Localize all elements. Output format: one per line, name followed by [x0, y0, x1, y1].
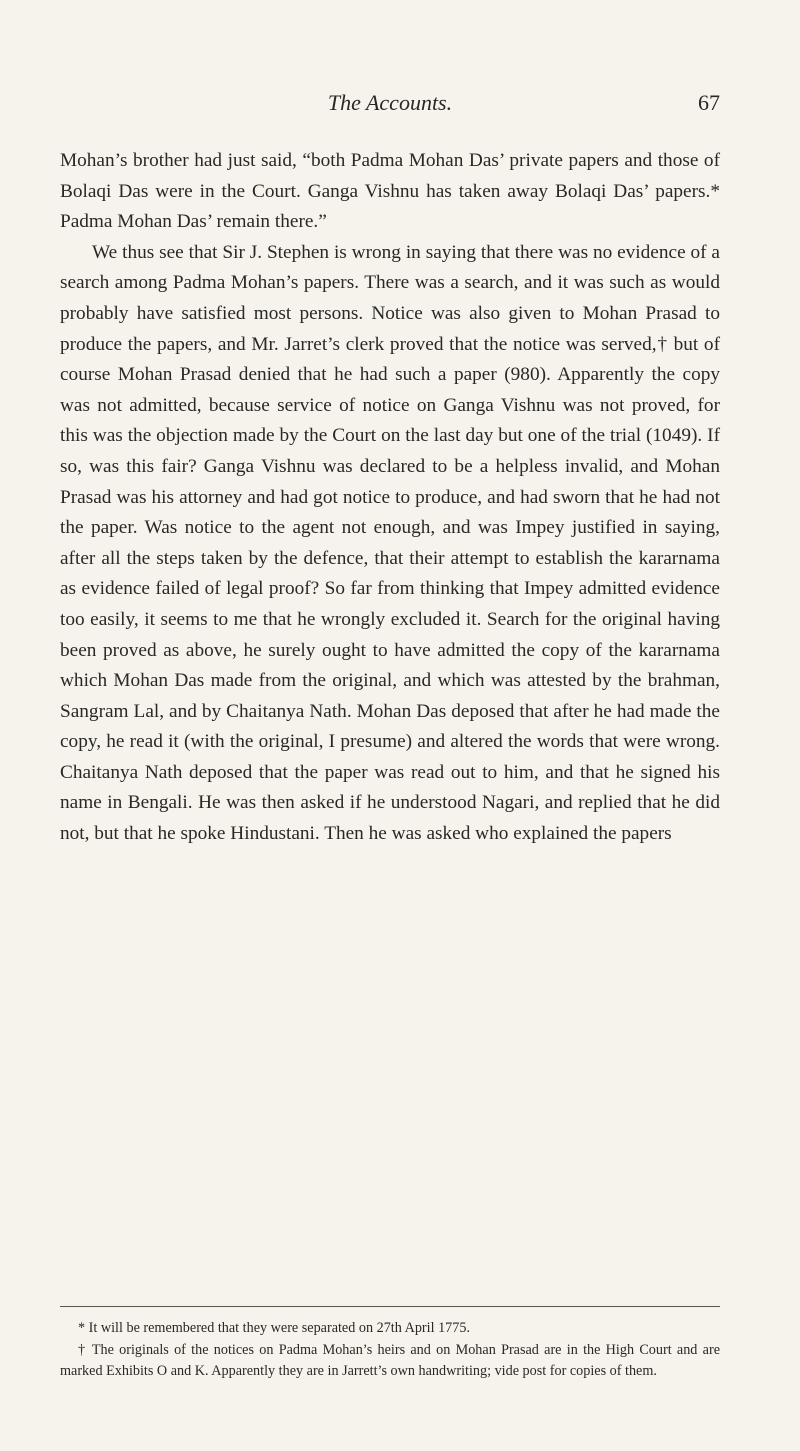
footnote-rule [60, 1306, 720, 1307]
page-number: 67 [698, 90, 720, 115]
footnote-2: † The originals of the notices on Padma Mohan’s heirs and on Mohan Prasad are in the High Court and are marked Exhibits O and K. Apparently they are in Jarrett’s own handwriting; vide post for copies of them. [60, 1341, 720, 1379]
footnote-1: * It will be remembered that they were separated on 27th April 1775. [78, 1320, 471, 1336]
body-text [60, 146, 720, 850]
paragraph-continued: Mohan’s brother had just said, “both Padma Mohan Das’ private papers and those of Bolaqi Das were in the Court. Ganga Vishnu has taken away Bolaqi Das’ papers.* Padma Mohan Das’ remain there.” [60, 150, 720, 233]
running-title: The Accounts. [327, 90, 453, 115]
footnotes [60, 1318, 720, 1383]
paragraph: We thus see that Sir J. Stephen is wrong in saying that there was no evidence of a search among Padma Mohan’s papers. There was a search, and it was such as would probably have satisfied most persons. Notice was also given to Mohan Prasad to produce the papers, and Mr. Jarret’s clerk proved that the notice was served,† but of course Mohan Prasad denied that he had such a paper (980). Apparently the copy was not admitted, because service of notice on Ganga Vishnu was not proved, for this was the objection made by the Court on the last day but one of the trial (1049). If so, was this fair? Ganga Vishnu was declared to be a helpless invalid, and Mohan Prasad was his attorney and had got notice to produce, and had sworn that he had not the paper. Was notice to the agent not enough, and was Impey justified in saying, after all the steps taken by the defence, that their attempt to establish the kararnama as evidence failed of legal proof? So far from thinking that Impey admitted evidence too easily, it seems to me that he wrongly excluded it. Search for the original having been proved as above, he surely ought to have admitted the copy of the kararnama which Mohan Das made from the original, and which was attested by the brahman, Sangram Lal, and by Chaitanya Nath. Mohan Das deposed that after he had made the copy, he read it (with the original, I presume) and altered the words that were wrong. Chaitanya Nath deposed that the paper was read out to him, and that he signed his name in Bengali. He was then asked if he understood Nagari, and replied that he did not, but that he spoke Hindustani. Then he was asked who explained the papers [60, 241, 720, 845]
page-header [60, 88, 720, 122]
